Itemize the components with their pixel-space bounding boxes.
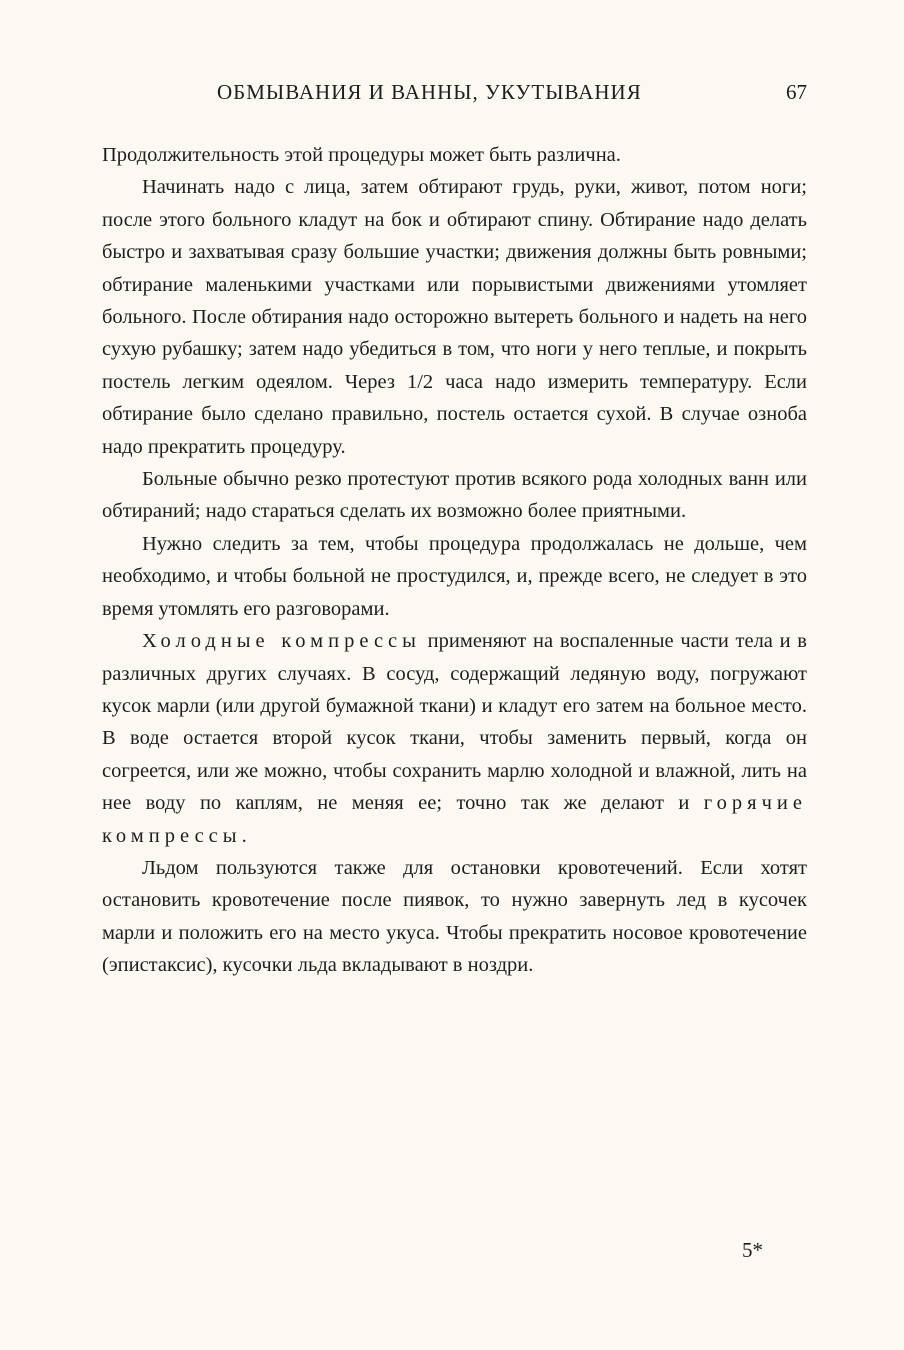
signature-mark: 5* <box>742 1238 763 1262</box>
paragraph-4 <box>102 528 807 625</box>
paragraph-text: Нужно следить за тем, чтобы процедура продолжалась не дольше, чем необходимо, и чтобы больной не простудился, и, прежде всего, не следует в это время утомлять его разговорами. <box>102 532 807 620</box>
page-number: 67 <box>786 80 807 104</box>
fraction: 1/2 <box>406 370 434 393</box>
paragraph-text: Льдом пользуются также для остановки кровотечений. Если хотят остановить кровотечение после пиявок, то нужно завернуть лед в кусочек марли и положить его на место укуса. Чтобы прекратить носовое кровотечение (эпистаксис), кусочки льда вкладывают в ноздри. <box>102 856 807 977</box>
paragraph-text: применяют на воспаленные части тела и в различных других случаях. В сосуд, содержащий ледяную воду, погружают кусок марли (или другой бумажной ткани) и кладут его затем на больное место. В воде остается второй кусок ткани, чтобы заменить первый, когда он согреется, или же можно, чтобы сохранить марлю холодной и влажной, лить на нее воду по каплям, не меняя ее; точно так же делают и <box>102 630 807 815</box>
paragraph-text: Продолжительность этой процедуры может быть различна. <box>102 144 621 166</box>
paragraph-end: . <box>241 824 247 847</box>
running-title: ОБМЫВАНИЯ И ВАННЫ, УКУТЫВАНИЯ <box>217 80 642 104</box>
paragraph-1 <box>102 139 807 171</box>
paragraph-text: часа надо измерить температуру. Если обтирание было сделано правильно, постель остается сухой. В случае озноба надо прекратить процедуру. <box>102 370 808 458</box>
term-hot-compresses: горячие компрессы <box>102 792 807 847</box>
page-header <box>102 80 807 110</box>
paragraph-text: Больные обычно резко протестуют против всякого рода холодных ванн или обтираний; надо стараться сделать их возможно более приятными. <box>102 468 807 523</box>
paragraph-2 <box>102 171 807 463</box>
paragraph-5 <box>102 625 807 852</box>
term-cold-compresses: Холодные компрессы <box>142 630 421 653</box>
body-text <box>102 139 807 982</box>
paragraph-3 <box>102 463 807 528</box>
paragraph-text: Начинать надо с лица, затем обтирают грудь, руки, живот, потом ноги; после этого больного кладут на бок и обтирают спину. Обтирание надо делать быстро и захватывая сразу большие участки; движения должны быть ровными; обтирание маленькими участками или порывистыми движениями утомляет больного. После обтирания надо осторожно вытереть больного и надеть на него сухую рубашку; затем надо убедиться в том, что ноги у него теплые, и покрыть постель легким одеялом. Через <box>102 176 807 393</box>
paragraph-6 <box>102 852 807 982</box>
